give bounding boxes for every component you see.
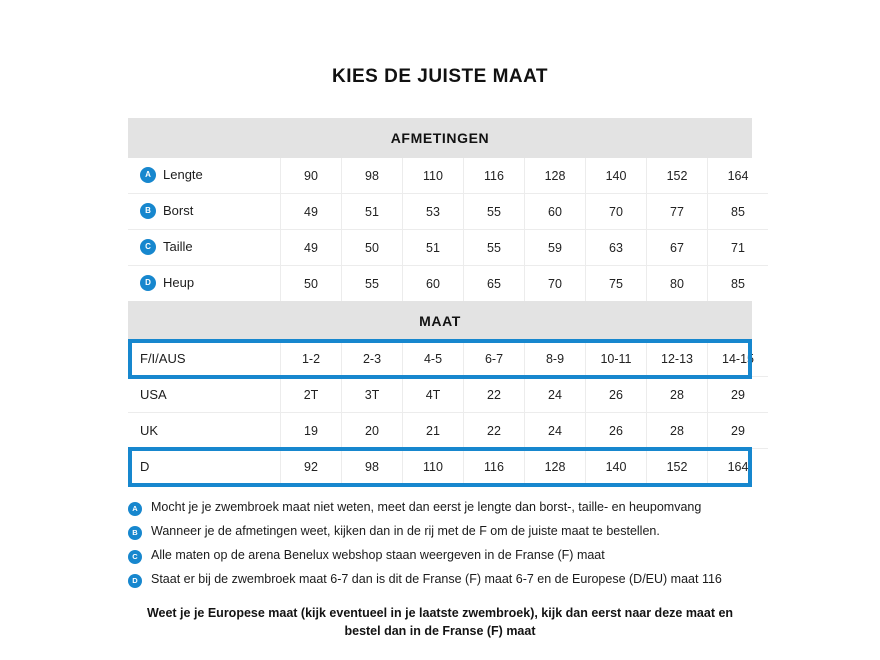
row-label-cell: [128, 266, 281, 302]
data-cell: 26: [586, 413, 647, 449]
data-cell: 140: [586, 158, 647, 194]
data-cell: 53: [403, 194, 464, 230]
data-cell: 70: [586, 194, 647, 230]
row-label-cell: UK: [128, 413, 281, 449]
row-label-cell: [128, 230, 281, 266]
data-cell: 77: [647, 194, 708, 230]
data-cell: 10-11: [586, 341, 647, 377]
data-cell: 63: [586, 230, 647, 266]
data-cell: 26: [586, 377, 647, 413]
row-label-text: Lengte: [163, 167, 203, 183]
table-row: [128, 158, 768, 194]
measurements-table: [128, 118, 752, 158]
data-cell: 128: [525, 449, 586, 485]
data-cell: 60: [403, 266, 464, 302]
table-row: [128, 230, 768, 266]
data-cell: 1-2: [281, 341, 342, 377]
data-cell: 4T: [403, 377, 464, 413]
data-cell: 110: [403, 449, 464, 485]
data-cell: 2T: [281, 377, 342, 413]
data-cell: 49: [281, 230, 342, 266]
data-cell: 70: [525, 266, 586, 302]
size-rows-container: [128, 341, 752, 484]
legend-note: [128, 524, 752, 540]
measurements-body: [128, 118, 752, 158]
row-label-cell: USA: [128, 377, 281, 413]
data-cell: 3T: [342, 377, 403, 413]
size-header-row: [128, 301, 752, 341]
dimensions-rows-table: [128, 158, 768, 301]
size-rows-table: [128, 341, 768, 484]
data-cell: 49: [281, 194, 342, 230]
data-cell: 71: [708, 230, 769, 266]
data-cell: 2-3: [342, 341, 403, 377]
data-cell: 22: [464, 377, 525, 413]
legend-notes: [128, 500, 752, 588]
data-cell: 98: [342, 158, 403, 194]
data-cell: 85: [708, 194, 769, 230]
legend-badge-icon: C: [128, 550, 142, 564]
legend-note-text: Alle maten op de arena Benelux webshop staan weergeven in de Franse (F) maat: [151, 548, 605, 562]
data-cell: 152: [647, 158, 708, 194]
data-cell: 98: [342, 449, 403, 485]
legend-badge-icon: B: [140, 203, 156, 219]
data-cell: 85: [708, 266, 769, 302]
legend-badge-icon: B: [128, 526, 142, 540]
data-cell: 28: [647, 413, 708, 449]
row-label-text: Heup: [163, 275, 195, 291]
data-cell: 21: [403, 413, 464, 449]
legend-note-text: Wanneer je de afmetingen weet, kijken dan in de rij met de F om de juiste maat te bestellen.: [151, 524, 660, 538]
data-cell: 24: [525, 377, 586, 413]
legend-note-text: Staat er bij de zwembroek maat 6-7 dan is dit de Franse (F) maat 6-7 en de Europese (D/EU) maat 116: [151, 572, 722, 586]
legend-badge-icon: C: [140, 239, 156, 255]
footer-advice: Weet je je Europese maat (kijk eventueel in je laatste zwembroek), kijk dan eerst naar deze maat en bestel dan in de Franse (F) maat: [146, 606, 734, 638]
data-cell: 4-5: [403, 341, 464, 377]
data-cell: 55: [464, 230, 525, 266]
table-row: [128, 266, 768, 302]
data-cell: 6-7: [464, 341, 525, 377]
legend-note-text: Mocht je je zwembroek maat niet weten, meet dan eerst je lengte dan borst-, taille- en heupomvang: [151, 500, 702, 514]
legend-badge-icon: D: [140, 275, 156, 291]
data-cell: 92: [281, 449, 342, 485]
data-cell: 29: [708, 377, 769, 413]
size-header-body: [128, 301, 752, 341]
data-cell: 60: [525, 194, 586, 230]
data-cell: 8-9: [525, 341, 586, 377]
data-cell: 59: [525, 230, 586, 266]
data-cell: 51: [403, 230, 464, 266]
data-cell: 90: [281, 158, 342, 194]
data-cell: 55: [342, 266, 403, 302]
legend-badge-icon: A: [128, 502, 142, 516]
row-label-text: Taille: [163, 239, 193, 255]
legend-badge-icon: D: [128, 574, 142, 588]
row-label-cell: D: [128, 449, 281, 485]
row-label-cell: F/I/AUS: [128, 341, 281, 377]
data-cell: 164: [708, 158, 769, 194]
table-row: [128, 449, 768, 485]
table-row: [128, 377, 768, 413]
row-label-cell: [128, 194, 281, 230]
legend-note: [128, 572, 752, 588]
table-row: [128, 413, 768, 449]
data-cell: 128: [525, 158, 586, 194]
legend-badge-icon: A: [140, 167, 156, 183]
dimensions-header-label: AFMETINGEN: [128, 118, 752, 158]
data-cell: 51: [342, 194, 403, 230]
data-cell: 22: [464, 413, 525, 449]
legend-note: [128, 500, 752, 516]
size-section-table: [128, 301, 752, 341]
data-cell: 28: [647, 377, 708, 413]
table-row: [128, 194, 768, 230]
data-cell: 75: [586, 266, 647, 302]
data-cell: 24: [525, 413, 586, 449]
data-cell: 14-15: [708, 341, 769, 377]
data-cell: 164: [708, 449, 769, 485]
data-cell: 55: [464, 194, 525, 230]
data-cell: 67: [647, 230, 708, 266]
row-label-text: Borst: [163, 203, 194, 219]
data-cell: 116: [464, 449, 525, 485]
legend-note: [128, 548, 752, 564]
data-cell: 50: [281, 266, 342, 302]
row-label-cell: [128, 158, 281, 194]
data-cell: 12-13: [647, 341, 708, 377]
dimensions-header-row: [128, 118, 752, 158]
data-cell: 80: [647, 266, 708, 302]
table-row: [128, 341, 768, 377]
data-cell: 65: [464, 266, 525, 302]
data-cell: 116: [464, 158, 525, 194]
data-cell: 110: [403, 158, 464, 194]
size-rows-body: [128, 341, 768, 484]
page-title: KIES DE JUISTE MAAT: [331, 66, 549, 87]
size-header-label: MAAT: [128, 301, 752, 341]
data-cell: 29: [708, 413, 769, 449]
data-cell: 152: [647, 449, 708, 485]
size-chart-table: [128, 118, 752, 484]
data-cell: 140: [586, 449, 647, 485]
data-cell: 20: [342, 413, 403, 449]
data-cell: 19: [281, 413, 342, 449]
data-cell: 50: [342, 230, 403, 266]
dimensions-rows-body: [128, 158, 768, 301]
